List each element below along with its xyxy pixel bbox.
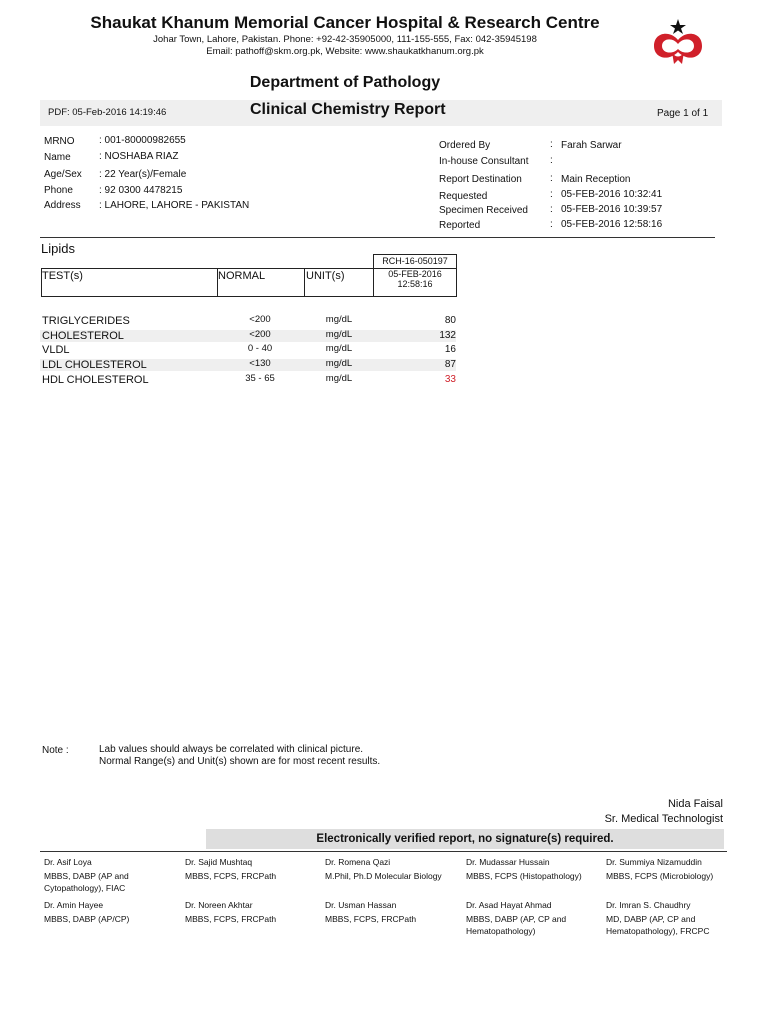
phone-value: : 92 0300 4478215 (99, 185, 183, 196)
received-label: Specimen Received (439, 205, 528, 216)
doctor-qualification: Hematopathology), FRCPC (606, 926, 710, 936)
report-title: Clinical Chemistry Report (250, 101, 446, 118)
doctor-qualification: MBBS, FCPS (Microbiology) (606, 871, 714, 881)
ordered-by-value: Farah Sarwar (561, 140, 622, 151)
doctor-qualification: Hematopathology) (466, 926, 536, 936)
test-value: 33 (444, 374, 456, 385)
received-value: 05-FEB-2016 10:39:57 (561, 204, 663, 215)
test-unit: mg/dL (325, 358, 353, 369)
page-info: Page 1 of 1 (657, 108, 709, 119)
signoff-name: Nida Faisal (667, 798, 723, 810)
destination-value: Main Reception (561, 174, 631, 185)
test-value: 16 (444, 344, 456, 355)
doctor-name: Dr. Romena Qazi (325, 857, 391, 867)
doctor-qualification: MBBS, FCPS, FRCPath (185, 871, 277, 881)
doctor-qualification: MD, DABP (AP, CP and (606, 914, 696, 924)
doctor-name: Dr. Asif Loya (44, 857, 92, 867)
colon: : (550, 173, 553, 184)
doctor-qualification: MBBS, DABP (AP and (44, 871, 129, 881)
doctor-qualification: MBBS, DABP (AP/CP) (44, 914, 130, 924)
hospital-logo-icon (648, 18, 708, 68)
consultant-label: In-house Consultant (439, 156, 529, 167)
doctor-name: Dr. Sajid Mushtaq (185, 857, 253, 867)
hospital-name: Shaukat Khanum Memorial Cancer Hospital & Research Centre (90, 13, 600, 32)
agesex-value: : 22 Year(s)/Female (99, 169, 187, 180)
col-unit: UNIT(s) (306, 270, 345, 282)
col-time: 12:58:16 (397, 279, 433, 289)
normal-range: <200 (249, 314, 271, 325)
name-label: Name (44, 152, 71, 163)
doctor-qualification: MBBS, FCPS (Histopathology) (466, 871, 582, 881)
test-name: CHOLESTEROL (42, 330, 124, 342)
test-value: 132 (439, 330, 456, 341)
section-title: Lipids (41, 241, 75, 256)
doctor-qualification: Cytopathology), FIAC (44, 883, 126, 893)
test-unit: mg/dL (325, 373, 353, 384)
test-value: 80 (444, 315, 456, 326)
test-unit: mg/dL (325, 329, 353, 340)
hospital-address: Johar Town, Lahore, Pakistan. Phone: +92-42-35905000, 111-155-555, Fax: 042-35945198 (153, 34, 537, 45)
reported-label: Reported (439, 220, 481, 231)
doctor-name: Dr. Summiya Nizamuddin (606, 857, 702, 867)
test-name: LDL CHOLESTEROL (42, 359, 147, 371)
reported-value: 05-FEB-2016 12:58:16 (561, 219, 663, 230)
doctor-name: Dr. Noreen Akhtar (185, 900, 253, 910)
mrno-label: MRNO (44, 136, 75, 147)
doctor-qualification: MBBS, FCPS, FRCPath (185, 914, 277, 924)
colon: : (550, 139, 553, 150)
test-unit: mg/dL (325, 314, 353, 325)
destination-label: Report Destination (439, 174, 522, 185)
agesex-label: Age/Sex (44, 169, 82, 180)
signoff-title: Sr. Medical Technologist (604, 813, 723, 825)
colon: : (550, 189, 553, 200)
pdf-timestamp: PDF: 05-Feb-2016 14:19:46 (48, 107, 167, 118)
doctor-name: Dr. Asad Hayat Ahmad (466, 900, 552, 910)
address-value: : LAHORE, LAHORE - PAKISTAN (99, 200, 250, 211)
ordered-by-label: Ordered By (439, 140, 491, 151)
doctor-qualification: MBBS, FCPS, FRCPath (325, 914, 417, 924)
address-label: Address (44, 200, 81, 211)
note-line-1: Lab values should always be correlated with clinical picture. (99, 744, 364, 755)
normal-range: <200 (249, 329, 271, 340)
accession-number: RCH-16-050197 (373, 254, 457, 269)
doctor-qualification: MBBS, DABP (AP, CP and (466, 914, 567, 924)
divider (304, 268, 305, 297)
hospital-contact: Email: pathoff@skm.org.pk, Website: www.shaukatkhanum.org.pk (206, 46, 484, 57)
test-name: TRIGLYCERIDES (42, 315, 130, 327)
normal-range: 0 - 40 (247, 343, 273, 354)
department-title: Department of Pathology (249, 74, 441, 91)
test-name: HDL CHOLESTEROL (42, 374, 149, 386)
doctor-qualification: M.Phil, Ph.D Molecular Biology (325, 871, 442, 881)
col-date: 05-FEB-2016 (388, 269, 442, 279)
doctor-name: Dr. Mudassar Hussain (466, 857, 550, 867)
doctor-name: Dr. Imran S. Chaudhry (606, 900, 691, 910)
colon: : (550, 204, 553, 215)
colon: : (550, 155, 553, 166)
divider (40, 851, 727, 852)
test-value: 87 (444, 359, 456, 370)
phone-label: Phone (44, 185, 73, 196)
col-test: TEST(s) (42, 270, 83, 282)
requested-value: 05-FEB-2016 10:32:41 (561, 189, 663, 200)
test-unit: mg/dL (325, 343, 353, 354)
mrno-value: : 001-80000982655 (99, 135, 186, 146)
colon: : (550, 219, 553, 230)
test-name: VLDL (42, 344, 70, 356)
note-label: Note : (42, 745, 69, 756)
doctor-name: Dr. Amin Hayee (44, 900, 104, 910)
requested-label: Requested (439, 191, 488, 202)
normal-range: 35 - 65 (245, 373, 275, 384)
divider (40, 237, 715, 238)
doctor-name: Dr. Usman Hassan (325, 900, 397, 910)
name-value: : NOSHABA RIAZ (99, 151, 179, 162)
note-line-2: Normal Range(s) and Unit(s) shown are for most recent results. (99, 756, 381, 767)
normal-range: <130 (249, 358, 271, 369)
col-normal: NORMAL (218, 270, 266, 282)
verification-banner: Electronically verified report, no signature(s) required. (206, 829, 724, 849)
